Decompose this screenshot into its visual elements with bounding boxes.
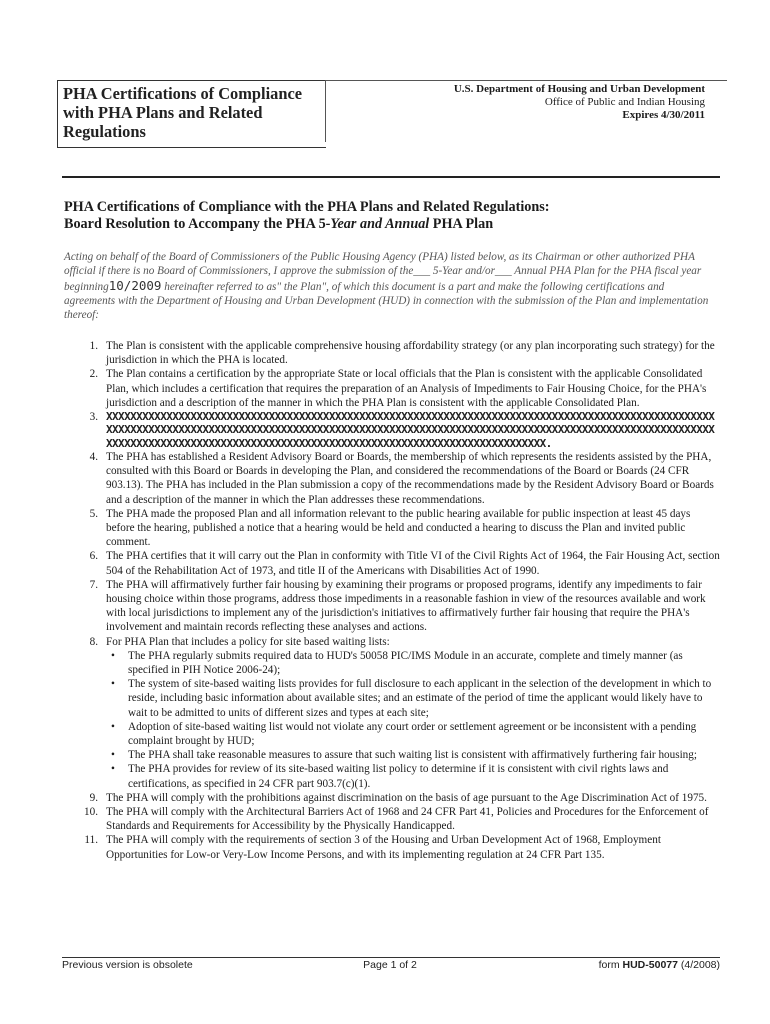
bullet-text: The PHA provides for review of its site-based waiting list policy to determine if it is consistent with civil rights laws and certifications, as specified in 24 CFR part 903.7(c)(1). bbox=[128, 763, 669, 790]
item-text: The PHA will comply with the Architectural Barriers Act of 1968 and 24 CFR Part 41, Policies and Procedures for the Enforcement of Standards and Requirements for Accessibility by the Physically Handicapped. bbox=[106, 805, 709, 833]
waiting-list-bullets bbox=[106, 649, 720, 791]
bullet-text: The system of site-based waiting lists provides for full disclosure to each applicant in the selection of the development in which to reside, including basic information about available sites; and an estimate of the period of time the applicant would likely have to wait to be admitted to units of different sizes and types at each site; bbox=[128, 678, 712, 719]
agency-block bbox=[365, 83, 705, 122]
item-number: 8. bbox=[89, 635, 98, 648]
bullet-text: The PHA regularly submits required data to HUD's 50058 PIC/IMS Module in an accurate, complete and timely manner (as specified in PIH Notice 2006-24); bbox=[128, 649, 683, 676]
section-rule bbox=[62, 176, 720, 178]
section-title-line2 bbox=[64, 216, 724, 233]
form-header bbox=[57, 80, 727, 146]
certification-item bbox=[64, 635, 720, 791]
item-number: 10. bbox=[84, 805, 98, 818]
bullet-text: Adoption of site-based waiting list would not violate any court order or settlement agreement or be inconsistent with a pending complaint brought by HUD; bbox=[128, 720, 697, 747]
certification-item bbox=[64, 791, 720, 805]
struck-out-item-text: XXXXXXXXXXXXXXXXXXXXXXXXXXXXXXXXXXXXXXXXXXXXXXXXXXXXXXXXXXXXXXXXXXXXXXXXXXXXXXXXXXXXXXXXXXXXXXXXXXXXXXXXXXXXXXXXXXXXXXXXXXXXXXXXXXXXXXXXXXXXXXXXXXXXXXXXXXXXXXXXXXXXXXXXXXXXXXXXXXXXXXXXXXXXXXXXXXXXXXXXXXXXXXXXXXXXXXXXXXXXXXXXXXXXXXXXXXXXXXXXXXXXXXXXXXXXXXXXXXXXXXXXXXXXXXXXXXX. bbox=[106, 410, 715, 450]
certification-item bbox=[64, 805, 720, 833]
intro-text-end: hereinafter referred to as" the Plan", of which this document is a part and make the following certifications and agreements with the Department of Housing and Urban Development (HUD) in connection with the submission of the Plan and implementation thereof: bbox=[64, 280, 709, 322]
item-number: 2. bbox=[89, 368, 98, 381]
item-text: The PHA made the proposed Plan and all information relevant to the public hearing available for public inspection at least 45 days before the hearing, published a notice that a hearing would be held and conducted a hearing to discuss the Plan and invited public comment. bbox=[106, 507, 691, 549]
bullet-text: The PHA shall take reasonable measures to assure that such waiting list is consistent with affirmatively furthering fair housing; bbox=[128, 749, 697, 762]
item-number: 6. bbox=[89, 550, 98, 563]
item-text: The PHA certifies that it will carry out the Plan in conformity with Title VI of the Civil Rights Act of 1964, the Fair Housing Act, section 504 of the Rehabilitation Act of 1973, and title II of the Americans with Disabilities Act of 1990. bbox=[106, 550, 720, 577]
bullet-icon: • bbox=[111, 720, 115, 733]
item-number: 9. bbox=[89, 791, 98, 804]
item-text: The PHA will comply with the requirements of section 3 of the Housing and Urban Development Act of 1968, Employment Opportunities for Low-or Very-Low Income Persons, and with its implementing regulation at 24 CFR Part 135. bbox=[106, 834, 661, 861]
footer-page-number: Page 1 of 2 bbox=[363, 959, 417, 971]
section-title-post: PHA Plan bbox=[429, 216, 494, 232]
item-text: The Plan contains a certification by the appropriate State or local officials that the Plan is consistent with the applicable Consolidated Plan, which includes a certification that requires the preparation of an Analysis of Impediments to Fair Housing Choice, for the PHA's jurisdiction and a description of the manner in which the PHA Plan is consistent with the applicable Consolidated Plan. bbox=[106, 368, 707, 409]
item-text: The PHA has established a Resident Advisory Board or Boards, the membership of which represents the residents assisted by the PHA, consulted with this Board or Boards in developing the Plan, and considered the recommendations of the Board or Boards (24 CFR 903.13). The PHA has included in the Plan submission a copy of the recommendations made by the Resident Advisory Board or Boards and a description of the manner in which the Plan addresses these recommendations. bbox=[106, 450, 714, 506]
bullet-item bbox=[106, 649, 720, 677]
form-title: PHA Certifications of Compliance with PHA Plans and Related Regulations bbox=[63, 84, 302, 141]
item-number: 7. bbox=[89, 578, 98, 591]
certification-item bbox=[64, 549, 720, 577]
section-title-pre: Board Resolution to Accompany the PHA 5- bbox=[64, 216, 331, 232]
header-top-rule bbox=[325, 80, 727, 81]
certification-item bbox=[64, 410, 720, 450]
certification-item bbox=[64, 833, 720, 861]
footer-form-date: (4/2008) bbox=[677, 959, 720, 971]
certification-item bbox=[64, 367, 720, 410]
fiscal-year-date: 10/2009 bbox=[108, 277, 162, 293]
bullet-item bbox=[106, 748, 720, 762]
section-title-italic: Year and Annual bbox=[330, 216, 430, 232]
footer-obsolete-note: Previous version is obsolete bbox=[62, 959, 193, 971]
bullet-icon: • bbox=[111, 763, 115, 776]
footer-form-id: HUD-50077 bbox=[622, 959, 678, 971]
intro-text-start: Acting on behalf of the Board of Commissioners of the Public Housing Agency (PHA) listed below, as its Chairman or other authorized PHA official if there is no Board of Commissioners, I approve the submission of the___ 5-Year and/or___ Annual PHA Plan for the PHA fiscal year beginning bbox=[64, 251, 702, 293]
item-text: For PHA Plan that includes a policy for site based waiting lists: bbox=[106, 635, 390, 648]
item-text: The Plan is consistent with the applicable comprehensive housing affordability strategy (or any plan incorporating such strategy) for the jurisdiction in which the PHA is located. bbox=[106, 340, 715, 367]
certification-item bbox=[64, 578, 720, 635]
section-title bbox=[64, 199, 724, 233]
certification-list bbox=[64, 339, 720, 862]
item-number: 4. bbox=[89, 450, 98, 463]
item-number: 1. bbox=[89, 340, 98, 352]
bullet-icon: • bbox=[111, 649, 115, 662]
certification-item bbox=[64, 507, 720, 550]
item-text: The PHA will affirmatively further fair housing by examining their programs or proposed programs, identify any impediments to fair housing choice within those programs, address those impediments in a reasonable fashion in view of the resources available and work with local jurisdictions to implement any of the jurisdiction's initiatives to affirmatively further fair housing that require the PHA's involvement and maintain records reflecting these analyses and actions. bbox=[106, 578, 706, 634]
certification-item bbox=[64, 450, 720, 507]
item-number: 3. bbox=[89, 411, 98, 424]
intro-paragraph bbox=[64, 250, 712, 322]
item-number: 5. bbox=[89, 507, 98, 520]
bullet-icon: • bbox=[111, 749, 115, 762]
bullet-icon: • bbox=[111, 678, 115, 691]
agency-name: U.S. Department of Housing and Urban Development bbox=[453, 83, 705, 95]
bullet-item bbox=[106, 762, 720, 790]
certification-item bbox=[64, 339, 720, 367]
office-name: Office of Public and Indian Housing bbox=[544, 96, 705, 108]
footer-form-prefix: form bbox=[598, 959, 623, 971]
item-number: 11. bbox=[84, 834, 98, 847]
bullet-item bbox=[106, 677, 720, 720]
footer-form-number bbox=[599, 959, 720, 971]
expiration-date: Expires 4/30/2011 bbox=[622, 109, 705, 121]
header-divider bbox=[325, 80, 326, 142]
footer-rule bbox=[62, 957, 720, 958]
bullet-item bbox=[106, 720, 720, 748]
item-text: The PHA will comply with the prohibitions against discrimination on the basis of age pursuant to the Age Discrimination Act of 1975. bbox=[106, 791, 707, 804]
section-title-line1: PHA Certifications of Compliance with the PHA Plans and Related Regulations: bbox=[64, 199, 550, 215]
